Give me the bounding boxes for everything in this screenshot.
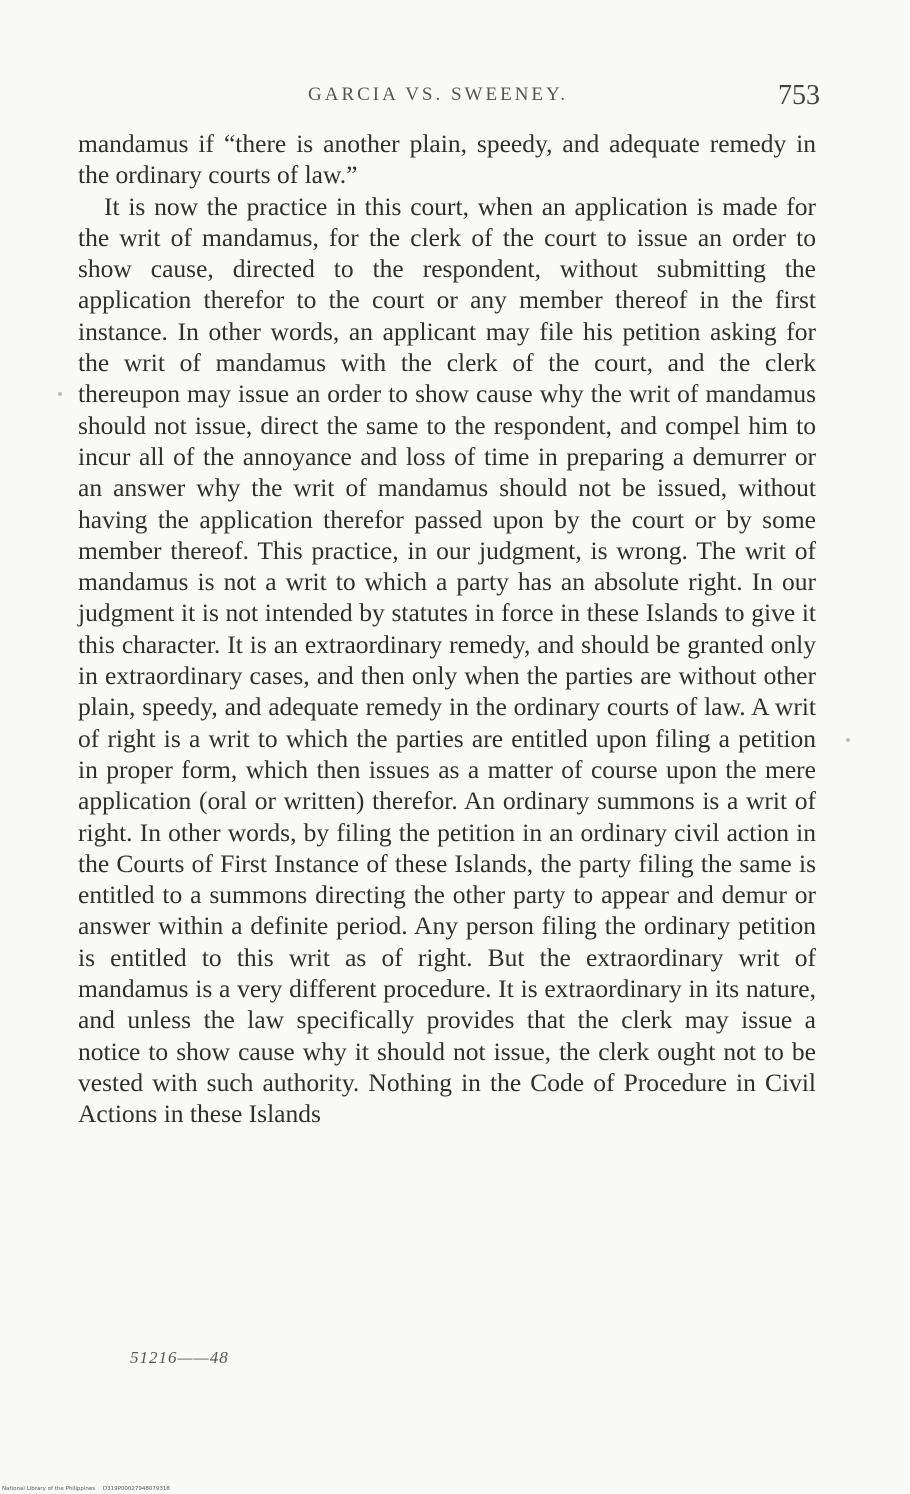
margin-speck [846,738,850,742]
running-title: GARCIA VS. SWEENEY. [308,84,569,105]
margin-speck [58,392,62,396]
archive-credit: National Library of the Philippines [2,1486,96,1492]
page-number: 753 [778,80,820,111]
paragraph-continued: mandamus if “there is another plain, speedy, and adequate remedy in the ordinary courts of law.” [78,129,816,190]
paragraph-main: It is now the practice in this court, when an application is made for the writ of mandamus, for the clerk of the court to issue an order to show cause, directed to the respondent, without submitting the application therefor to the court or any member thereof in the first instance. In other words, an applicant may file his petition asking for the writ of mandamus with the clerk of the court, and the clerk thereupon may issue an order to show cause why the writ of mandamus should not issue, direct the same to the respondent, and compel him to incur all of the annoyance and loss of time in preparing a demurrer or an answer why the writ of mandamus should not be issued, without having the application therefor passed upon by the court or by some member thereof. This practice, in our judgment, is wrong. The writ of mandamus is not a writ to which a party has an absolute right. In our judgment it is not intended by statutes in force in these Islands to give it this character. It is an extraordinary remedy, and should be granted only in extraordinary cases, and then only when the parties are without other plain, speedy, and adequate remedy in the ordinary courts of law. A writ of right is a writ to which the parties are entitled upon filing a petition in proper form, which then issues as a matter of course upon the mere application (oral or written) therefor. An ordinary summons is a writ of right. In other words, by filing the petition in an ordinary civil action in the Courts of First Instance of these Islands, the party filing the same is entitled to a summons directing the other party to appear and demur or answer within a definite period. Any person filing the ordinary petition is entitled to this writ as of right. But the extraordinary writ of mandamus is a very different procedure. It is extraordinary in its nature, and unless the law specifically provides that the clerk may issue a notice to show cause why it should not issue, the clerk ought not to be vested with such authority. Nothing in the Code of Procedure in Civil Actions in these Islands [78,191,816,1129]
scan-id: D319P00027948079318 [102,1486,170,1492]
running-head [76,80,820,120]
printer-signature-mark: 51216——48 [130,1348,229,1367]
archive-footer [2,1486,170,1492]
body-text [78,128,816,1130]
